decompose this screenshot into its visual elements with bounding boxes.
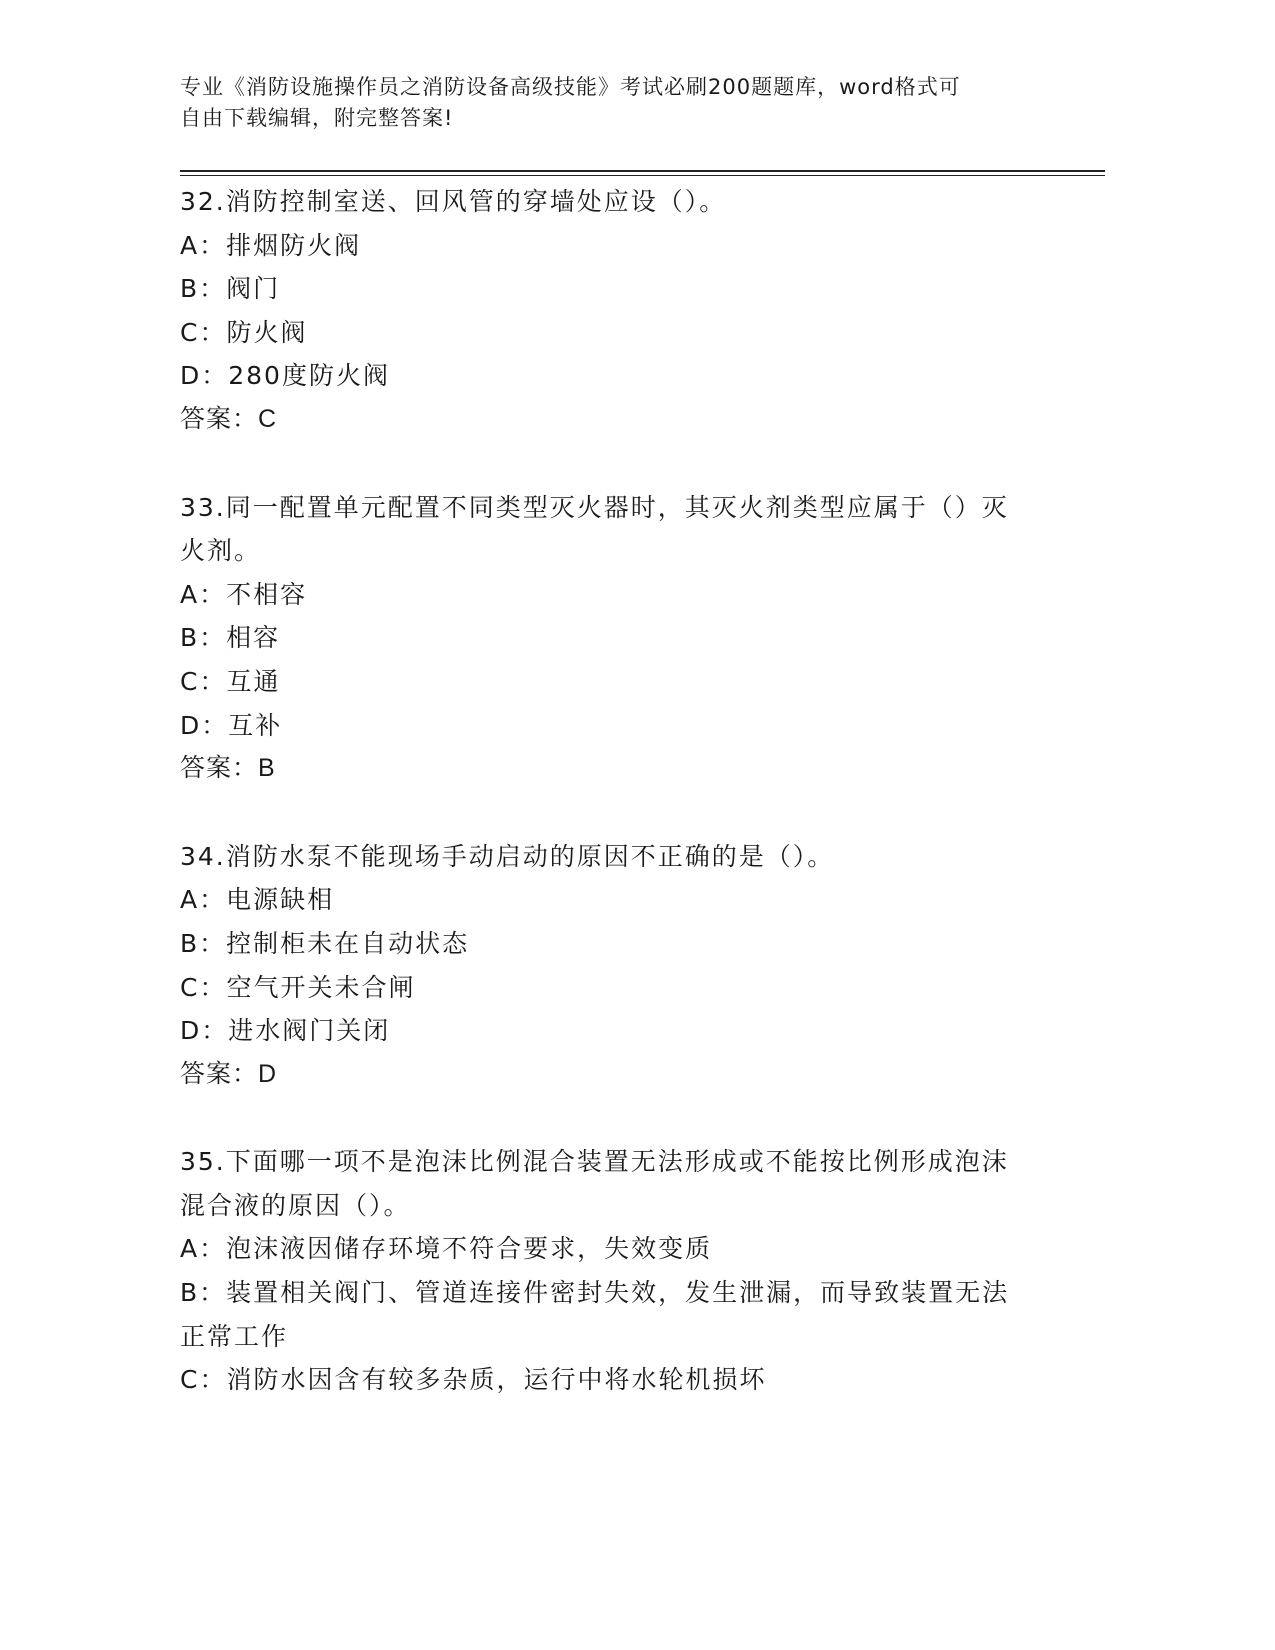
option-a: A：排烟防火阀: [180, 230, 362, 260]
option-c: C：互通: [180, 666, 281, 696]
answer: 答案：C: [180, 404, 278, 433]
question-stem: 33.同一配置单元配置不同类型灭火器时，其灭火剂类型应属于（）灭: [180, 492, 1009, 522]
header-divider-thick: [180, 170, 1105, 172]
option-a: A：泡沫液因储存环境不符合要求，失效变质: [180, 1234, 713, 1264]
answer: 答案：D: [180, 1059, 278, 1088]
question-32: [180, 180, 1030, 442]
question-stem: 35.下面哪一项不是泡沫比例混合装置无法形成或不能按比例形成泡沫: [180, 1147, 1009, 1177]
header-divider-thin: [180, 175, 1105, 176]
option-b: B：相容: [180, 623, 281, 653]
option-c: C：消防水因含有较多杂质，运行中将水轮机损坏: [180, 1365, 767, 1395]
option-b-continued: 正常工作: [180, 1321, 289, 1351]
question-33: [180, 486, 1030, 791]
option-c: C：空气开关未合闸: [180, 972, 416, 1002]
answer: 答案：B: [180, 754, 276, 783]
option-b: B：装置相关阀门、管道连接件密封失效，发生泄漏，而导致装置无法: [180, 1278, 1010, 1308]
option-b: B：控制柜未在自动状态: [180, 928, 470, 958]
question-35: [180, 1140, 1030, 1402]
option-a: A：电源缺相: [180, 885, 335, 915]
question-34: [180, 835, 1030, 1097]
question-list: [180, 180, 1030, 1446]
question-stem: 32.消防控制室送、回风管的穿墙处应设（）。: [180, 187, 727, 216]
option-b: B：阀门: [180, 274, 281, 304]
header-line-1: 专业《消防设施操作员之消防设备高级技能》考试必刷200题题库，word格式可: [180, 75, 961, 99]
question-stem-continued: 混合液的原因（）。: [180, 1190, 411, 1220]
header-line-2: 自由下载编辑，附完整答案!: [180, 106, 454, 130]
document-header: [180, 72, 1040, 134]
option-c: C：防火阀: [180, 317, 308, 347]
question-stem-continued: 火剂。: [180, 536, 262, 566]
question-stem: 34.消防水泵不能现场手动启动的原因不正确的是（）。: [180, 841, 835, 871]
option-d: D：280度防火阀: [180, 361, 390, 391]
option-a: A：不相容: [180, 579, 308, 609]
option-d: D：互补: [180, 710, 283, 740]
option-d: D：进水阀门关闭: [180, 1016, 391, 1046]
